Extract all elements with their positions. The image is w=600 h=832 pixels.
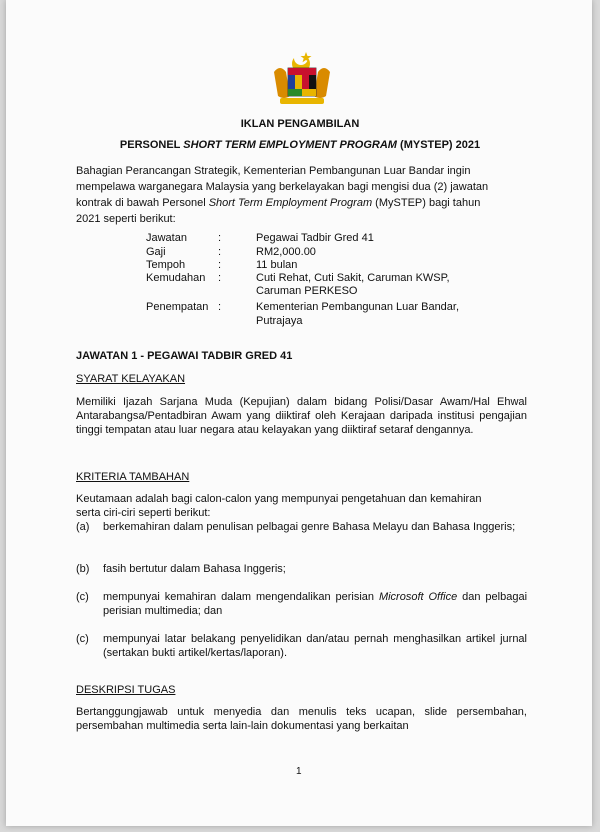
list-item: mempunyai latar belakang penyelidikan dan/atau pernah menghasilkan artikel jurnal (sertakan bukti artikel/kertas/laporan). [103,633,527,659]
deskripsi-paragraph: Bertanggungjawab untuk menyedia dan menulis teks ucapan, slide persembahan, persembahan multimedia serta lain-lain dokumentasi yang berkaitan [76,706,527,732]
list-item: mempunyai kemahiran dalam mengendalikan perisian Microsoft Office dan pelbagai perisian multimedia; dan [103,591,528,617]
coat-of-arms-logo [270,50,334,110]
document-title: IKLAN PENGAMBILAN [240,118,360,130]
page-number: 1 [296,766,302,777]
list-marker: (c) [76,591,89,603]
list-item: berkemahiran dalam penulisan pelbagai genre Bahasa Melayu dan Bahasa Inggeris; [103,521,516,533]
document-subtitle: PERSONEL SHORT TERM EMPLOYMENT PROGRAM (MYSTEP) 2021 [119,139,481,151]
list-marker: (c) [76,633,89,645]
syarat-heading: SYARAT KELAYAKAN [76,373,186,385]
list-marker: (b) [76,563,90,575]
section-heading: JAWATAN 1 - PEGAWAI TADBIR GRED 41 [76,350,293,362]
syarat-paragraph: Memiliki Ijazah Sarjana Muda (Kepujian) dalam bidang Polisi/Dasar Awam/Hal Ehwal Antarabangsa/Pentadbiran Awam yang diiktiraf oleh Kerajaan daripada institusi pengajian tinggi tempatan atau luar negara atau kelayakan yang diiktiraf setaraf dengannya. [76,396,527,436]
kriteria-intro: Keutamaan adalah bagi calon-calon yang mempunyai pengetahuan dan kemahiran [76,493,482,505]
kriteria-intro: serta ciri-ciri seperti berikut: [76,507,211,519]
list-marker: (a) [76,521,90,533]
list-item: fasih bertutur dalam Bahasa Inggeris; [103,563,286,575]
kriteria-heading: KRITERIA TAMBAHAN [76,471,190,483]
deskripsi-heading: DESKRIPSI TUGAS [76,684,176,696]
